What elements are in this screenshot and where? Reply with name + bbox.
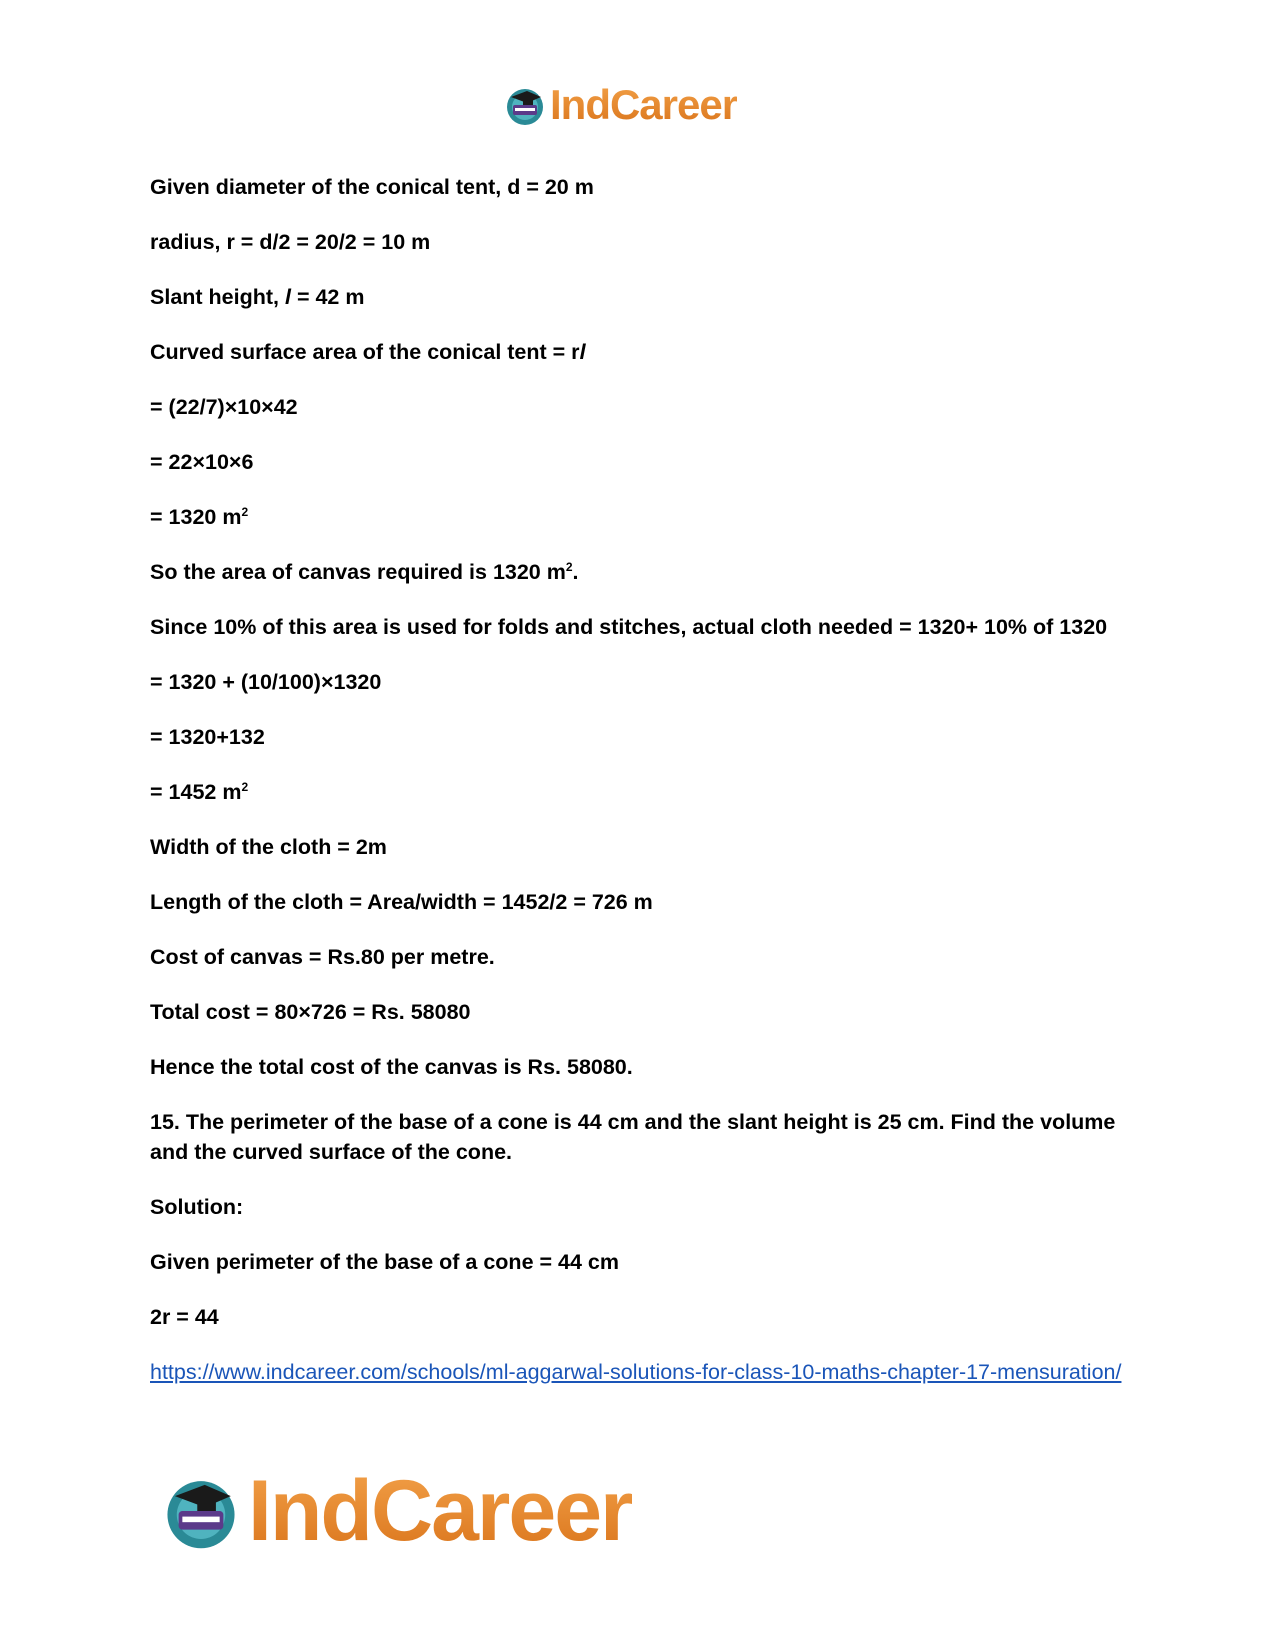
text-line: So the area of canvas required is 1320 $m^2$.: [150, 560, 579, 584]
solution-heading: Solution:: [150, 1195, 244, 1219]
text-line: Length of the cloth = Area/width = 1452/2 = 726 m: [150, 890, 653, 914]
graduation-globe-icon: [160, 1470, 242, 1552]
text-line: = 1320 + (10/100)×1320: [150, 670, 382, 694]
text-line: radius, r = d/2 = 20/2 = 10 m: [150, 230, 431, 254]
footer-logo-text: IndCareer: [248, 1462, 632, 1559]
text-line: Width of the cloth = 2m: [150, 835, 387, 859]
text-line: 2r = 44: [150, 1305, 219, 1329]
text-line: Slant height, l = 42 m: [150, 285, 365, 309]
text-line: Total cost = 80×726 = Rs. 58080: [150, 1000, 471, 1024]
document-body: [150, 172, 1130, 1387]
text-line: Given diameter of the conical tent, d = 20 m: [150, 175, 594, 199]
source-url-link[interactable]: https://www.indcareer.com/schools/ml-aggarwal-solutions-for-class-10-maths-chapter-17-mensuration/: [150, 1360, 1122, 1384]
graduation-globe-icon: [503, 83, 547, 127]
header-logo: [503, 80, 737, 130]
text-line: Curved surface area of the conical tent = rl: [150, 340, 586, 364]
text-line: Cost of canvas = Rs.80 per metre.: [150, 945, 495, 969]
text-line: = 1452 $m^2$: [150, 780, 249, 804]
text-line: Given perimeter of the base of a cone = 44 cm: [150, 1250, 619, 1274]
question-text: 15. The perimeter of the base of a cone is 44 cm and the slant height is 25 cm. Find the volume and the curved surface of the cone.: [150, 1110, 1116, 1164]
text-line: = (22/7)×10×42: [150, 395, 298, 419]
text-line: = 1320+132: [150, 725, 265, 749]
text-line: = 1320 $m^2$: [150, 505, 249, 529]
footer-logo: [160, 1462, 632, 1559]
text-line: Hence the total cost of the canvas is Rs. 58080.: [150, 1055, 633, 1079]
text-line: Since 10% of this area is used for folds and stitches, actual cloth needed = 1320+ 10% of 1320: [150, 615, 1108, 639]
text-line: = 22×10×6: [150, 450, 254, 474]
header-logo-text: IndCareer: [550, 81, 738, 128]
